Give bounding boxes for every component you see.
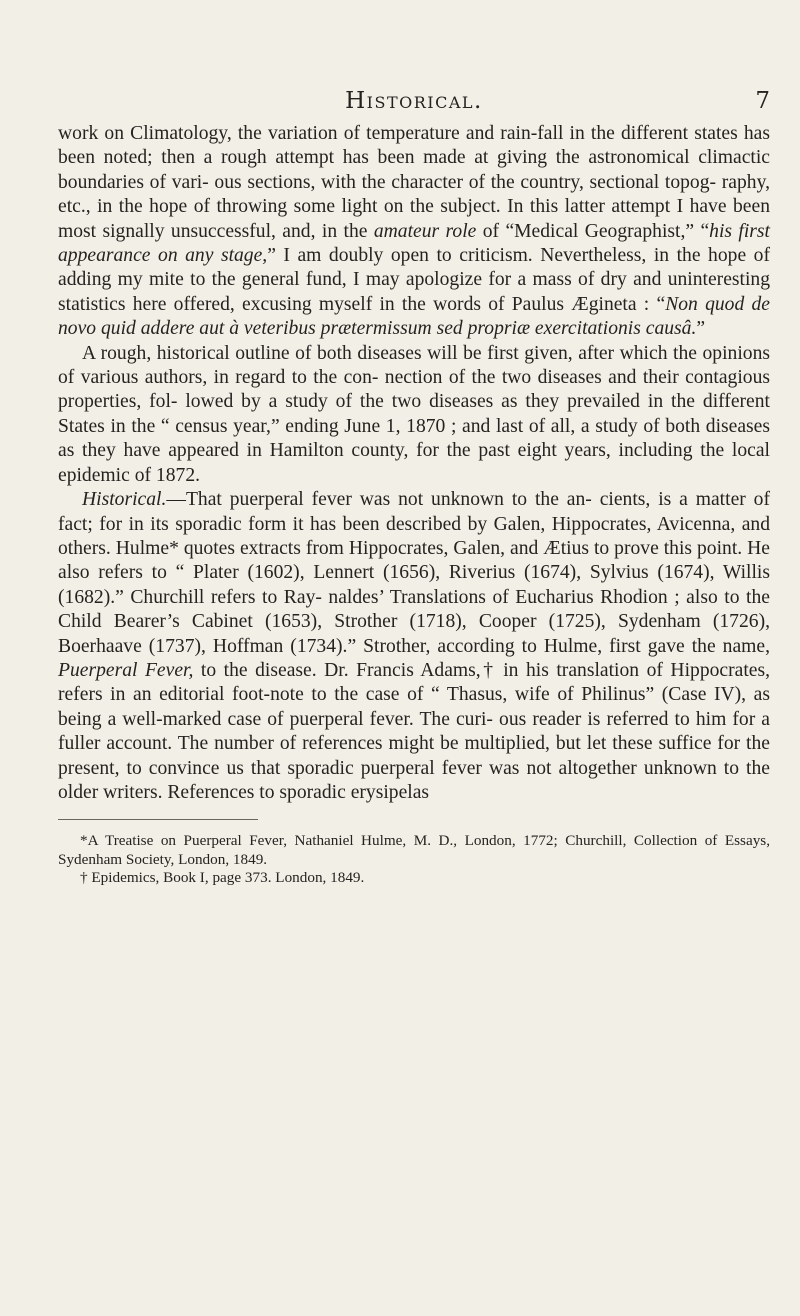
page-number: 7 <box>755 88 770 114</box>
book-page <box>58 88 770 888</box>
intro-emphasis-2: his first appearance on any stage, <box>58 220 770 267</box>
intro-text-4: ” <box>696 318 706 340</box>
section-heading: Historical. <box>82 489 167 511</box>
intro-text-1: work on Climatology, the variation of temperature and rain-fall in the different states has been noted; then a rough attempt has been made at giving the astronomical climactic boundaries of vari- ous sections, with the character of the country, sectional topog- raphy, etc., in the hope of throwing some light on the subject. In this latter attempt I have been most signally unsuccessful, and, in the <box>58 123 770 242</box>
outline-paragraph: A rough, historical outline of both diseases will be first given, after which the opinions of various authors, in regard to the con- nection of the two diseases and their contagious properties, fol- lowed by a study of the two diseases as they prevailed in the different States in the “ census year,” ending June 1, 1870 ; and last of all, a study of both diseases as they have appeared in Hamilton county, for the past eight years, including the local epidemic of 1872. <box>58 342 770 486</box>
body-text <box>58 122 770 805</box>
intro-emphasis-1: amateur role <box>373 220 477 242</box>
historical-emphasis: Puerperal Fever, <box>58 659 194 681</box>
footnotes <box>58 832 770 888</box>
intro-text-2: of “Medical Geographist,” “ <box>476 220 710 242</box>
footnote-2: † Epidemics, Book I, page 373. London, 1849. <box>80 869 365 887</box>
historical-text-2: to the disease. Dr. Francis Adams,† in his translation of Hippocrates, refers in an editorial foot-note to the case of “ Thasus, wife of Philinus” (Case IV), as being a well-marked case of puerperal fever. The curi- ous reader is referred to him for a fuller account. The number of references might be multiplied, but let these suffice for the present, to convince us that sporadic puerperal fever was not altogether unknown to the older writers. References to sporadic erysipelas <box>58 659 770 803</box>
page-header <box>58 88 770 122</box>
running-title: Historical. <box>345 88 483 114</box>
intro-paragraph <box>58 122 770 342</box>
historical-paragraph <box>58 488 770 805</box>
intro-text-3: ” I am doubly open to criticism. Nevertheless, in the hope of adding my mite to the general fund, I may apologize for a mass of dry and uninteresting statistics here offered, excusing myself in the words of Paulus Ægineta : “ <box>58 245 770 315</box>
latin-quote: Non quod de novo quid addere aut à veteribus prætermissum sed propriæ exercitationis causâ. <box>58 293 770 340</box>
footnote-1: *A Treatise on Puerperal Fever, Nathaniel Hulme, M. D., London, 1772; Churchill, Collection of Essays, Sydenham Society, London, 1849. <box>58 832 770 868</box>
historical-text-1: —That puerperal fever was not unknown to the an- cients, is a matter of fact; for in its sporadic form it has been described by Galen, Hippocrates, Avicenna, and others. Hulme* quotes extracts from Hippocrates, Galen, and Ætius to prove this point. He also refers to “ Plater (1602), Lennert (1656), Riverius (1674), Sylvius (1674), Willis (1682).” Churchill refers to Ray- naldes’ Translations of Eucharius Rhodion ; also to the Child Bearer’s Cabinet (1653), Strother (1718), Cooper (1725), Sydenham (1726), Boerhaave (1737), Hoffman (1734).” Strother, according to Hulme, first gave the name, <box>58 489 770 657</box>
footnote-rule <box>58 819 258 820</box>
